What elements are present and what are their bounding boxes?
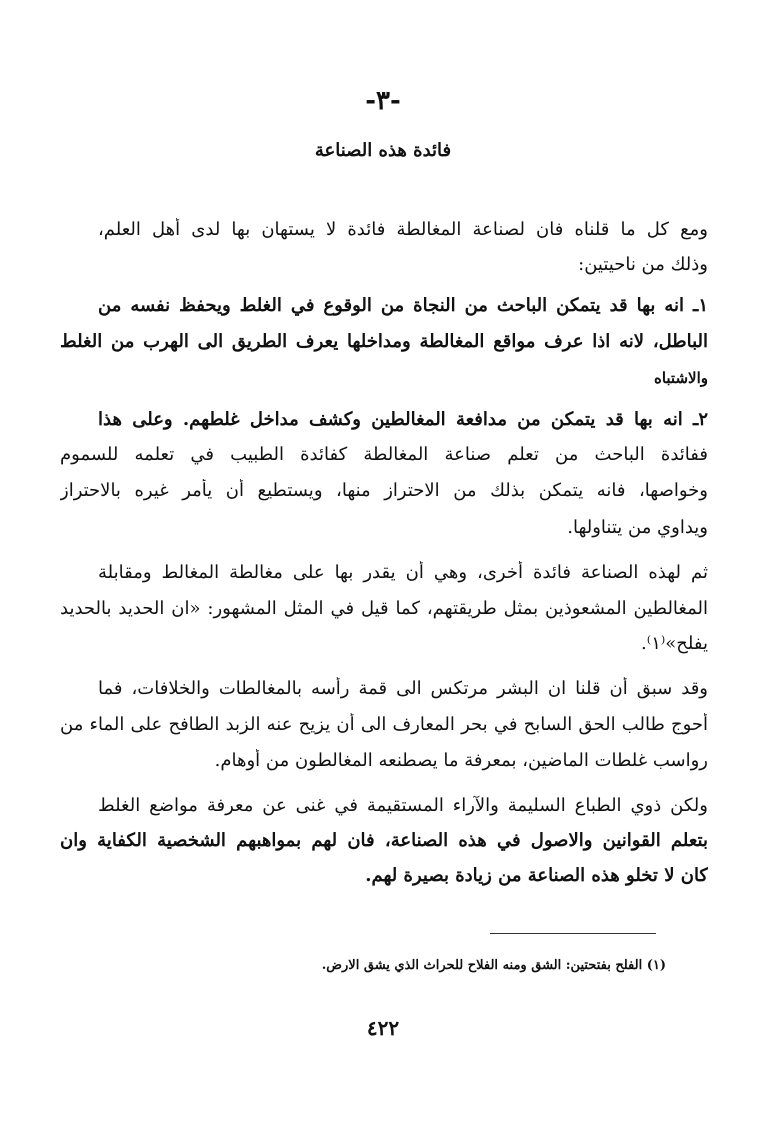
text-line: ولكن ذوي الطباع السليمة والآراء المستقيمة في غنى عن معرفة مواضع الغلط xyxy=(98,795,708,816)
text-line: ففائدة الباحث من تعلم صناعة المغالطة كفائدة الطبيب في تعلمه للسموم xyxy=(60,444,708,465)
text-line: رواسب غلطات الماضين، بمعرفة ما يصطنعه المغالطون من أوهام. xyxy=(214,750,708,771)
text-line: أحوج طالب الحق السابح في بحر المعارف الى أن يزيح عنه الزبد الطافح على الماء من xyxy=(60,714,708,735)
text-line: يفلح»⁽١⁾. xyxy=(641,633,708,654)
chapter-number: -٣- xyxy=(365,86,401,116)
text-line: ثم لهذه الصناعة فائدة أخرى، وهي أن يقدر بها على مغالطة المغالط ومقابلة xyxy=(98,562,708,583)
text-line: بتعلم القوانين والاصول في هذه الصناعة، فان لهم بمواهبهم الشخصية الكفاية وان xyxy=(60,830,708,851)
section-heading: فائدة هذه الصناعة xyxy=(314,140,452,161)
text-line: ٢ـ انه بها قد يتمكن من مدافعة المغالطين وكشف مداخل غلطهم. وعلى هذا xyxy=(98,409,708,430)
text-line: المغالطين المشعوذين بمثل طريقتهم، كما قيل في المثل المشهور: «ان الحديد بالحديد xyxy=(60,598,708,619)
text-line: ١ـ انه بها قد يتمكن الباحث من النجاة من الوقوع في الغلط ويحفظ نفسه من xyxy=(98,295,708,316)
text-line: ويداوي من يتناولها. xyxy=(567,517,708,538)
text-line: كان لا تخلو هذه الصناعة من زيادة بصيرة لهم. xyxy=(365,865,708,886)
text-line: وذلك من ناحيتين: xyxy=(578,254,708,275)
text-line: وخواصها، فانه يتمكن بذلك من الاحتراز منها، ويستطيع أن يأمر غيره بالاحتراز xyxy=(60,480,708,501)
text-line: والاشتباه xyxy=(653,369,708,387)
footnote: (١) الفلح بفتحتين: الشق ومنه الفلاح للحراث الذي يشق الارض. xyxy=(321,958,666,973)
text-line: وقد سبق أن قلنا ان البشر مرتكس الى قمة رأسه بالمغالطات والخلافات، فما xyxy=(98,678,708,699)
page-number: ٤٢٢ xyxy=(366,1016,400,1040)
text-line: الباطل، لانه اذا عرف مواقع المغالطة ومداخلها يعرف الطريق الى الهرب من الغلط xyxy=(60,331,708,352)
text-line: ومع كل ما قلناه فان لصناعة المغالطة فائدة لا يستهان بها لدى أهل العلم، xyxy=(98,219,708,240)
footnote-divider xyxy=(490,933,656,934)
